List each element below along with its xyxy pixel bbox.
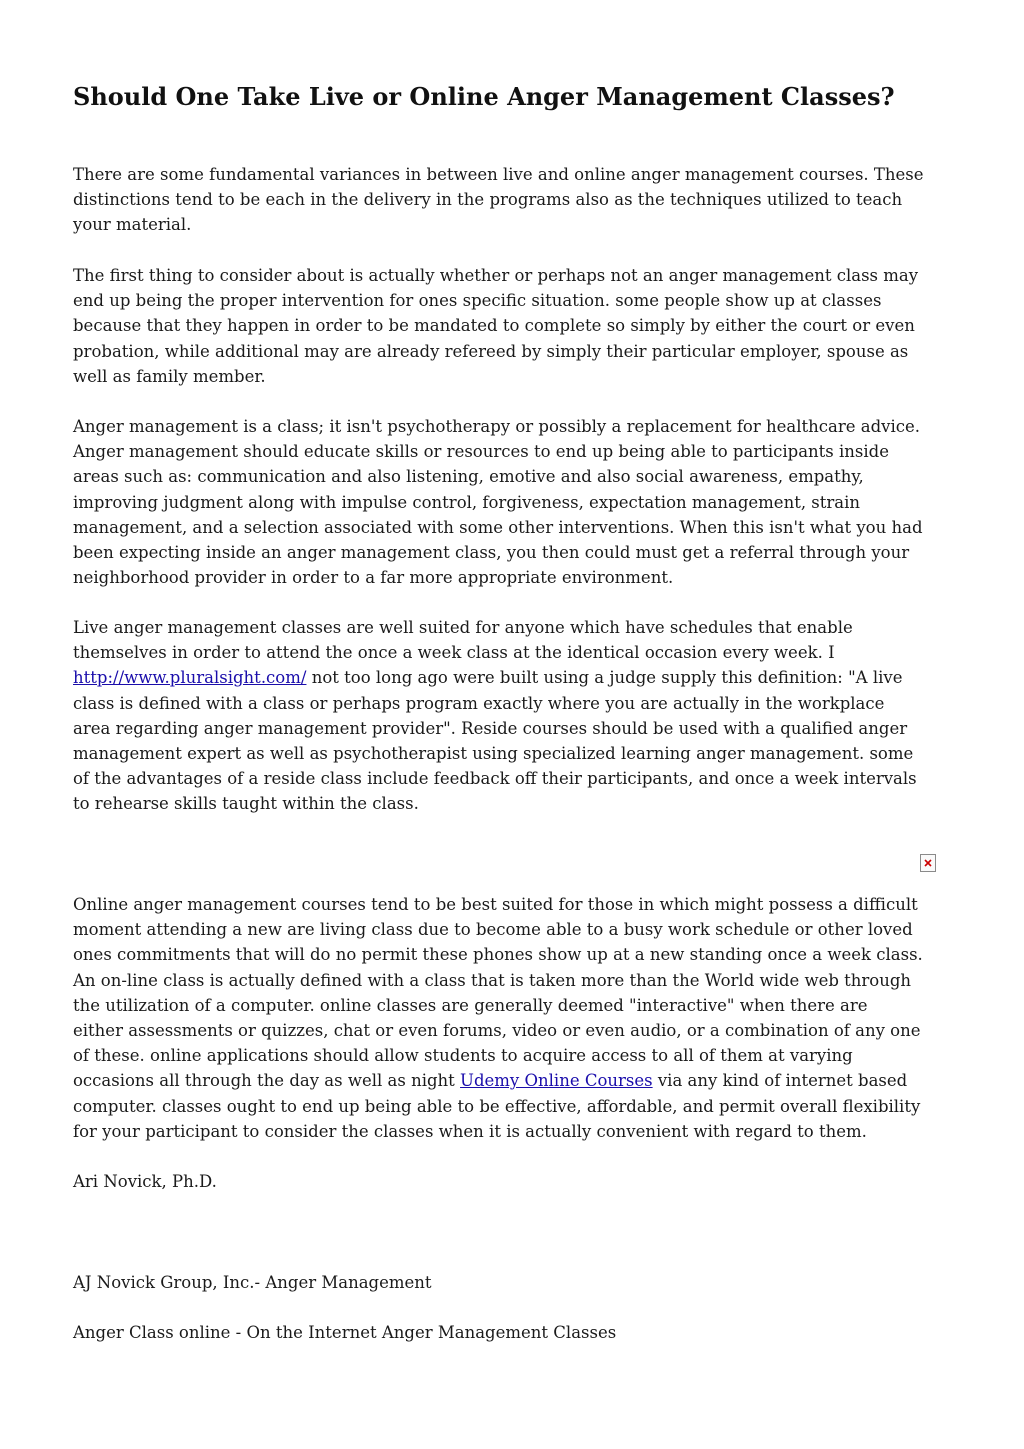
paragraph-3 [73, 414, 953, 590]
paragraph-line: Online anger management courses tend to be best suited for those in which might possess a difficult [73, 895, 918, 914]
paragraph-line: distinctions tend to be each in the delivery in the programs also as the techniques utilized to teach [73, 190, 903, 210]
paragraph-2 [73, 263, 953, 389]
paragraph-line: because that they happen in order to be mandated to complete so simply by either the court or even [73, 316, 915, 336]
paragraph-line: area regarding anger management provider". Reside courses should be used with a qualified anger [73, 718, 908, 738]
paragraph-1 [73, 162, 953, 238]
paragraph-4 [73, 615, 953, 817]
footer-line [73, 1320, 953, 1345]
udemy-courses-link[interactable]: Udemy Online Courses [460, 1071, 653, 1091]
author-name [73, 1169, 953, 1194]
paragraph-line: computer. classes ought to end up being able to be effective, affordable, and permit overall flexibility [73, 1096, 921, 1116]
paragraph-line: Live anger management classes are well suited for anyone which have schedules that enable [73, 618, 853, 637]
paragraph-line: your material. [73, 215, 192, 235]
paragraph-line: moment attending a new are living class due to become able to a busy work schedule or other loved [73, 920, 913, 940]
paragraph-line: either assessments or quizzes, chat or even forums, video or even audio, or a combination of any one [73, 1021, 921, 1041]
paragraph-line: the utilization of a computer. online classes are generally deemed "interactive" when there are [73, 995, 868, 1015]
paragraph-line: of the advantages of a reside class include feedback off their participants, and once a week intervals [73, 769, 917, 789]
paragraph-line: Anger management is a class; it isn't psychotherapy or possibly a replacement for healthcare advice. [73, 417, 920, 436]
paragraph-line: ones commitments that will do no permit these phones show up at a new standing once a week class. [73, 945, 923, 965]
company-name [73, 1270, 953, 1295]
paragraph-text: not too long ago were built using a judge supply this definition: "A live [306, 668, 903, 688]
paragraph-line: management expert as well as psychotherapist using specialized learning anger management. some [73, 744, 914, 764]
footer-text: Anger Class online - On the Internet Anger Management Classes [73, 1323, 617, 1342]
paragraph-line: management, and a selection associated with some other interventions. When this isn't what you had [73, 517, 923, 537]
page-title: Should One Take Live or Online Anger Management Classes? [73, 82, 895, 111]
paragraph-line: end up being the proper intervention for ones specific situation. some people show up at classes [73, 291, 882, 311]
paragraph-line: improving judgment along with impulse control, forgiveness, expectation management, strain [73, 492, 861, 512]
paragraph-line: Anger management should educate skills or resources to end up being able to participants inside [73, 442, 889, 462]
paragraph-line: for your participant to consider the classes when it is actually convenient with regard to them. [73, 1121, 867, 1141]
paragraph-line: been expecting inside an anger management class, you then could must get a referral through your [73, 543, 910, 563]
paragraph-line: to rehearse skills taught within the class. [73, 794, 419, 814]
paragraph-line: areas such as: communication and also listening, emotive and also social awareness, empathy, [73, 467, 864, 487]
paragraph-line: probation, while additional may are already refereed by simply their particular employer, spouse as [73, 341, 909, 361]
paragraph-line: well as family member. [73, 366, 266, 386]
paragraph-text: occasions all through the day as well as night [73, 1071, 461, 1091]
pluralsight-link[interactable]: http://www.pluralsight.com/ [73, 668, 307, 688]
paragraph-line: of these. online applications should allow students to acquire access to all of them at varying [73, 1046, 853, 1066]
paragraph-line: themselves in order to attend the once a week class at the identical occasion every week. I [73, 643, 835, 663]
paragraph-5 [73, 892, 953, 1144]
paragraph-line: An on-line class is actually defined with a class that is taken more than the World wide web through [73, 970, 912, 990]
paragraph-line-with-link [73, 665, 953, 690]
paragraph-line-with-link [73, 1068, 953, 1093]
paragraph-line: The first thing to consider about is actually whether or perhaps not an anger management class may [73, 266, 919, 285]
paragraph-line: neighborhood provider in order to a far more appropriate environment. [73, 568, 674, 588]
company-text: AJ Novick Group, Inc.- Anger Management [73, 1273, 432, 1292]
paragraph-line: There are some fundamental variances in between live and online anger management courses. These [73, 165, 924, 184]
paragraph-line: class is defined with a class or perhaps program exactly where you are actually in the workplace [73, 693, 885, 713]
paragraph-text: via any kind of internet based [652, 1071, 908, 1091]
broken-image-icon [920, 854, 936, 872]
author-text: Ari Novick, Ph.D. [73, 1172, 217, 1191]
